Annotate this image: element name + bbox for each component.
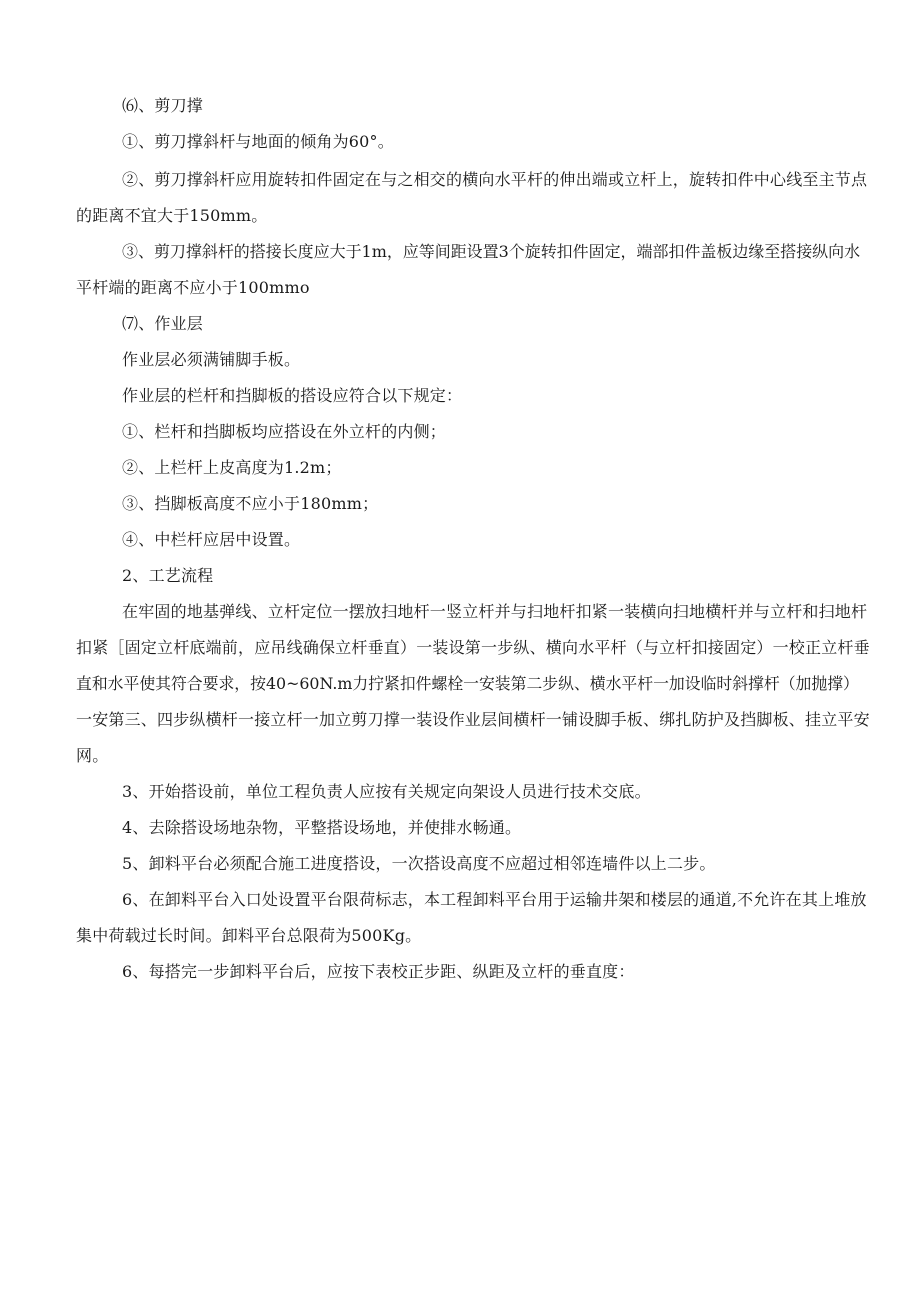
text-line: 作业层必须满铺脚手板。: [122, 350, 301, 369]
text-line: ④、中栏杆应居中设置。: [122, 530, 301, 549]
text-line: ③、剪刀撑斜杆的搭接长度应大于1m，应等间距设置3个旋转扣件固定，端部扣件盖板边缘至搭接纵向水: [122, 242, 861, 261]
text-line: ①、栏杆和挡脚板均应搭设在外立杆的内侧；: [122, 422, 447, 441]
section-6-heading: ⑹、剪刀撑: [122, 96, 204, 115]
text-line: 一安第三、四步纵横杆一接立杆一加立剪刀撑一装设作业层间横杆一铺设脚手板、绑扎防护及挡脚板、挂立平安: [76, 710, 870, 729]
text-line: 6、在卸料平台入口处设置平台限荷标志，本工程卸料平台用于运输井架和楼层的通道,不允许在其上堆放: [122, 890, 867, 909]
text-line: ③、挡脚板高度不应小于180mm；: [122, 494, 379, 513]
text-line: 的距离不宜大于150mm。: [76, 206, 268, 225]
text-line: ②、上栏杆上皮高度为1.2m；: [122, 458, 342, 477]
text-line: 3、开始搭设前，单位工程负责人应按有关规定向架设人员进行技术交底。: [122, 782, 651, 801]
text-line: 网。: [76, 746, 109, 765]
text-line: 集中荷载过长时间。卸料平台总限荷为500Kg。: [76, 926, 422, 945]
text-line: 扣紧［固定立杆底端前，应吊线确保立杆垂直）一装设第一步纵、横向水平杆（与立杆扣接固定）一校正立杆垂: [76, 638, 870, 657]
text-line: 在牢固的地基弹线、立杆定位一摆放扫地杆一竖立杆并与扫地杆扣紧一装横向扫地横杆并与立杆和扫地杆: [122, 602, 868, 621]
text-line: 作业层的栏杆和挡脚板的搭设应符合以下规定：: [122, 386, 463, 405]
text-line: 4、去除搭设场地杂物，平整搭设场地，并使排水畅通。: [122, 818, 522, 837]
text-line: ②、剪刀撑斜杆应用旋转扣件固定在与之相交的横向水平杆的伸出端或立杆上，旋转扣件中心线至主节点: [122, 170, 868, 189]
section-2-heading: 2、工艺流程: [122, 566, 214, 585]
text-line: 6、每搭完一步卸料平台后，应按下表校正步距、纵距及立杆的垂直度：: [122, 962, 635, 981]
text-line: 平杆端的距离不应小于100mmo: [76, 278, 310, 297]
text-line: 5、卸料平台必须配合施工进度搭设，一次搭设高度不应超过相邻连墙件以上二步。: [122, 854, 716, 873]
text-line: ①、剪刀撑斜杆与地面的倾角为60°。: [122, 132, 394, 151]
section-7-heading: ⑺、作业层: [122, 314, 204, 333]
text-line: 直和水平使其符合要求，按40~60N.m力拧紧扣件螺栓一安装第二步纵、横水平杆一加设临时斜撑杆（加抛撑）: [76, 674, 859, 693]
